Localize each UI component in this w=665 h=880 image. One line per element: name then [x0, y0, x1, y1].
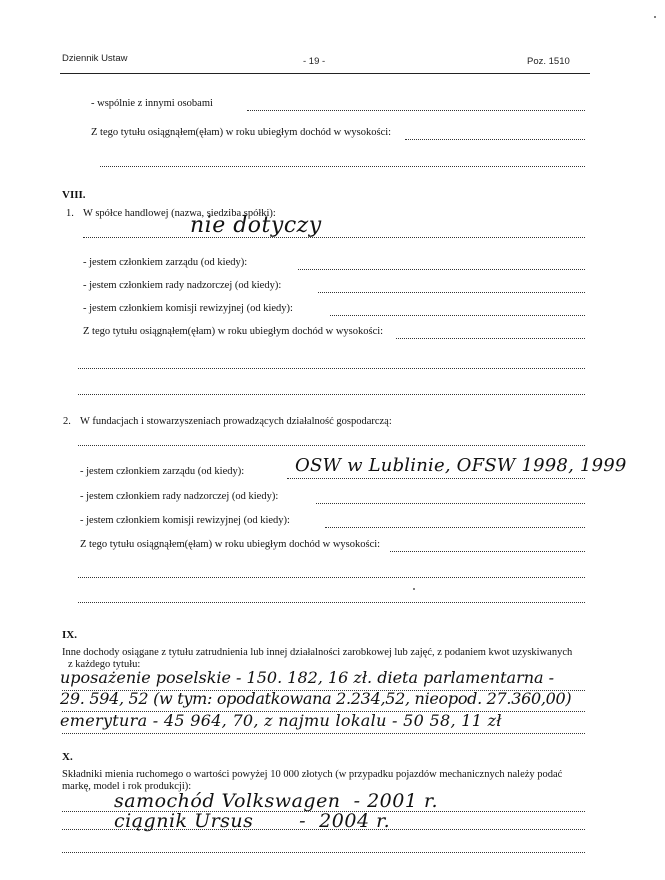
item2-board-label: - jestem członkiem zarządu (od kiedy):: [80, 466, 245, 477]
item1-audit-label: - jestem członkiem komisji rewizyjnej (od kiedy):: [83, 303, 293, 314]
section-x-label-2: markę, model i rok produkcji):: [62, 781, 192, 792]
section-viii-heading: VIII.: [62, 189, 86, 201]
journal-title: Dziennik Ustaw: [62, 53, 128, 64]
scan-speck: [654, 16, 656, 18]
item2-income-dots: [390, 551, 585, 552]
item1-income-dots-2: [78, 368, 585, 369]
scan-speck-2: [413, 588, 415, 590]
item1-number: 1.: [66, 208, 74, 219]
item1-label: W spółce handlowej (nazwa, siedziba spółki):: [83, 208, 276, 219]
item1-income-dots-3: [78, 394, 585, 395]
x-dots-3: [62, 852, 585, 853]
ix-answer-line-1: uposażenie poselskie - 150. 182, 16 zł. dieta parlamentarna -: [60, 668, 555, 687]
item2-number: 2.: [63, 416, 71, 427]
item1-income-label: Z tego tytułu osiągnąłem(ęłam) w roku ubiegłym dochód w wysokości:: [83, 326, 384, 337]
header-rule: [60, 73, 590, 74]
section-ix-label-2: z każdego tytułu:: [68, 659, 141, 670]
section-x-label-1: Składniki mienia ruchomego o wartości powyżej 10 000 złotych (w przypadku pojazdów mechanicznych należy podać: [62, 769, 563, 780]
item2-dots: [78, 445, 585, 446]
item1-board-dots: [298, 269, 585, 270]
item2-supervisory-label: - jestem członkiem rady nadzorczej (od kiedy):: [80, 491, 279, 502]
item2-supervisory-dots: [316, 503, 585, 504]
item1-answer: nie dotyczy: [190, 213, 322, 238]
item2-board-answer: OSW w Lublinie, OFSW 1998, 1999: [295, 455, 627, 476]
item1-income-dots: [396, 338, 585, 339]
ix-answer-line-3: emerytura - 45 964, 70, z najmu lokalu - 50 58, 11 zł: [60, 711, 502, 730]
top-income-dots: [405, 139, 585, 140]
item1-supervisory-dots: [318, 292, 585, 293]
x-answer-line-1: samochód Volkswagen - 2001 r.: [114, 790, 439, 812]
page-number: - 19 -: [303, 56, 326, 67]
item2-income-label: Z tego tytułu osiągnąłem(ęłam) w roku ubiegłym dochód w wysokości:: [80, 539, 381, 550]
item2-income-dots-3: [78, 602, 585, 603]
item2-board-dots: [287, 478, 585, 479]
item1-audit-dots: [330, 315, 585, 316]
item2-income-dots-2: [78, 577, 585, 578]
item1-board-label: - jestem członkiem zarządu (od kiedy):: [83, 257, 248, 268]
item2-audit-dots: [325, 527, 585, 528]
jointly-label: - wspólnie z innymi osobami: [91, 98, 213, 109]
item1-answer-dots: [83, 237, 585, 238]
top-income-label: Z tego tytułu osiągnąłem(ęłam) w roku ubiegłym dochód w wysokości:: [91, 127, 392, 138]
ix-answer-line-2: 29. 594, 52 (w tym: opodatkowana 2.234,52, nieopod. 27.360,00): [60, 689, 572, 708]
position-number: Poz. 1510: [527, 56, 570, 67]
x-answer-line-2: ciągnik Ursus - 2004 r.: [114, 810, 391, 832]
jointly-dots: [247, 110, 585, 111]
section-ix-heading: IX.: [62, 629, 77, 641]
item1-supervisory-label: - jestem członkiem rady nadzorczej (od kiedy):: [83, 280, 282, 291]
section-ix-label-1: Inne dochody osiągane z tytułu zatrudnienia lub innej działalności zarobkowej lub zajęć, z podaniem kwot uzyskiwanych: [62, 647, 573, 658]
ix-dots-3: [62, 733, 585, 734]
item2-audit-label: - jestem członkiem komisji rewizyjnej (od kiedy):: [80, 515, 290, 526]
top-income-dots-2: [100, 166, 585, 167]
section-x-heading: X.: [62, 751, 73, 763]
item2-label: W fundacjach i stowarzyszeniach prowadzących działalność gospodarczą:: [80, 416, 392, 427]
